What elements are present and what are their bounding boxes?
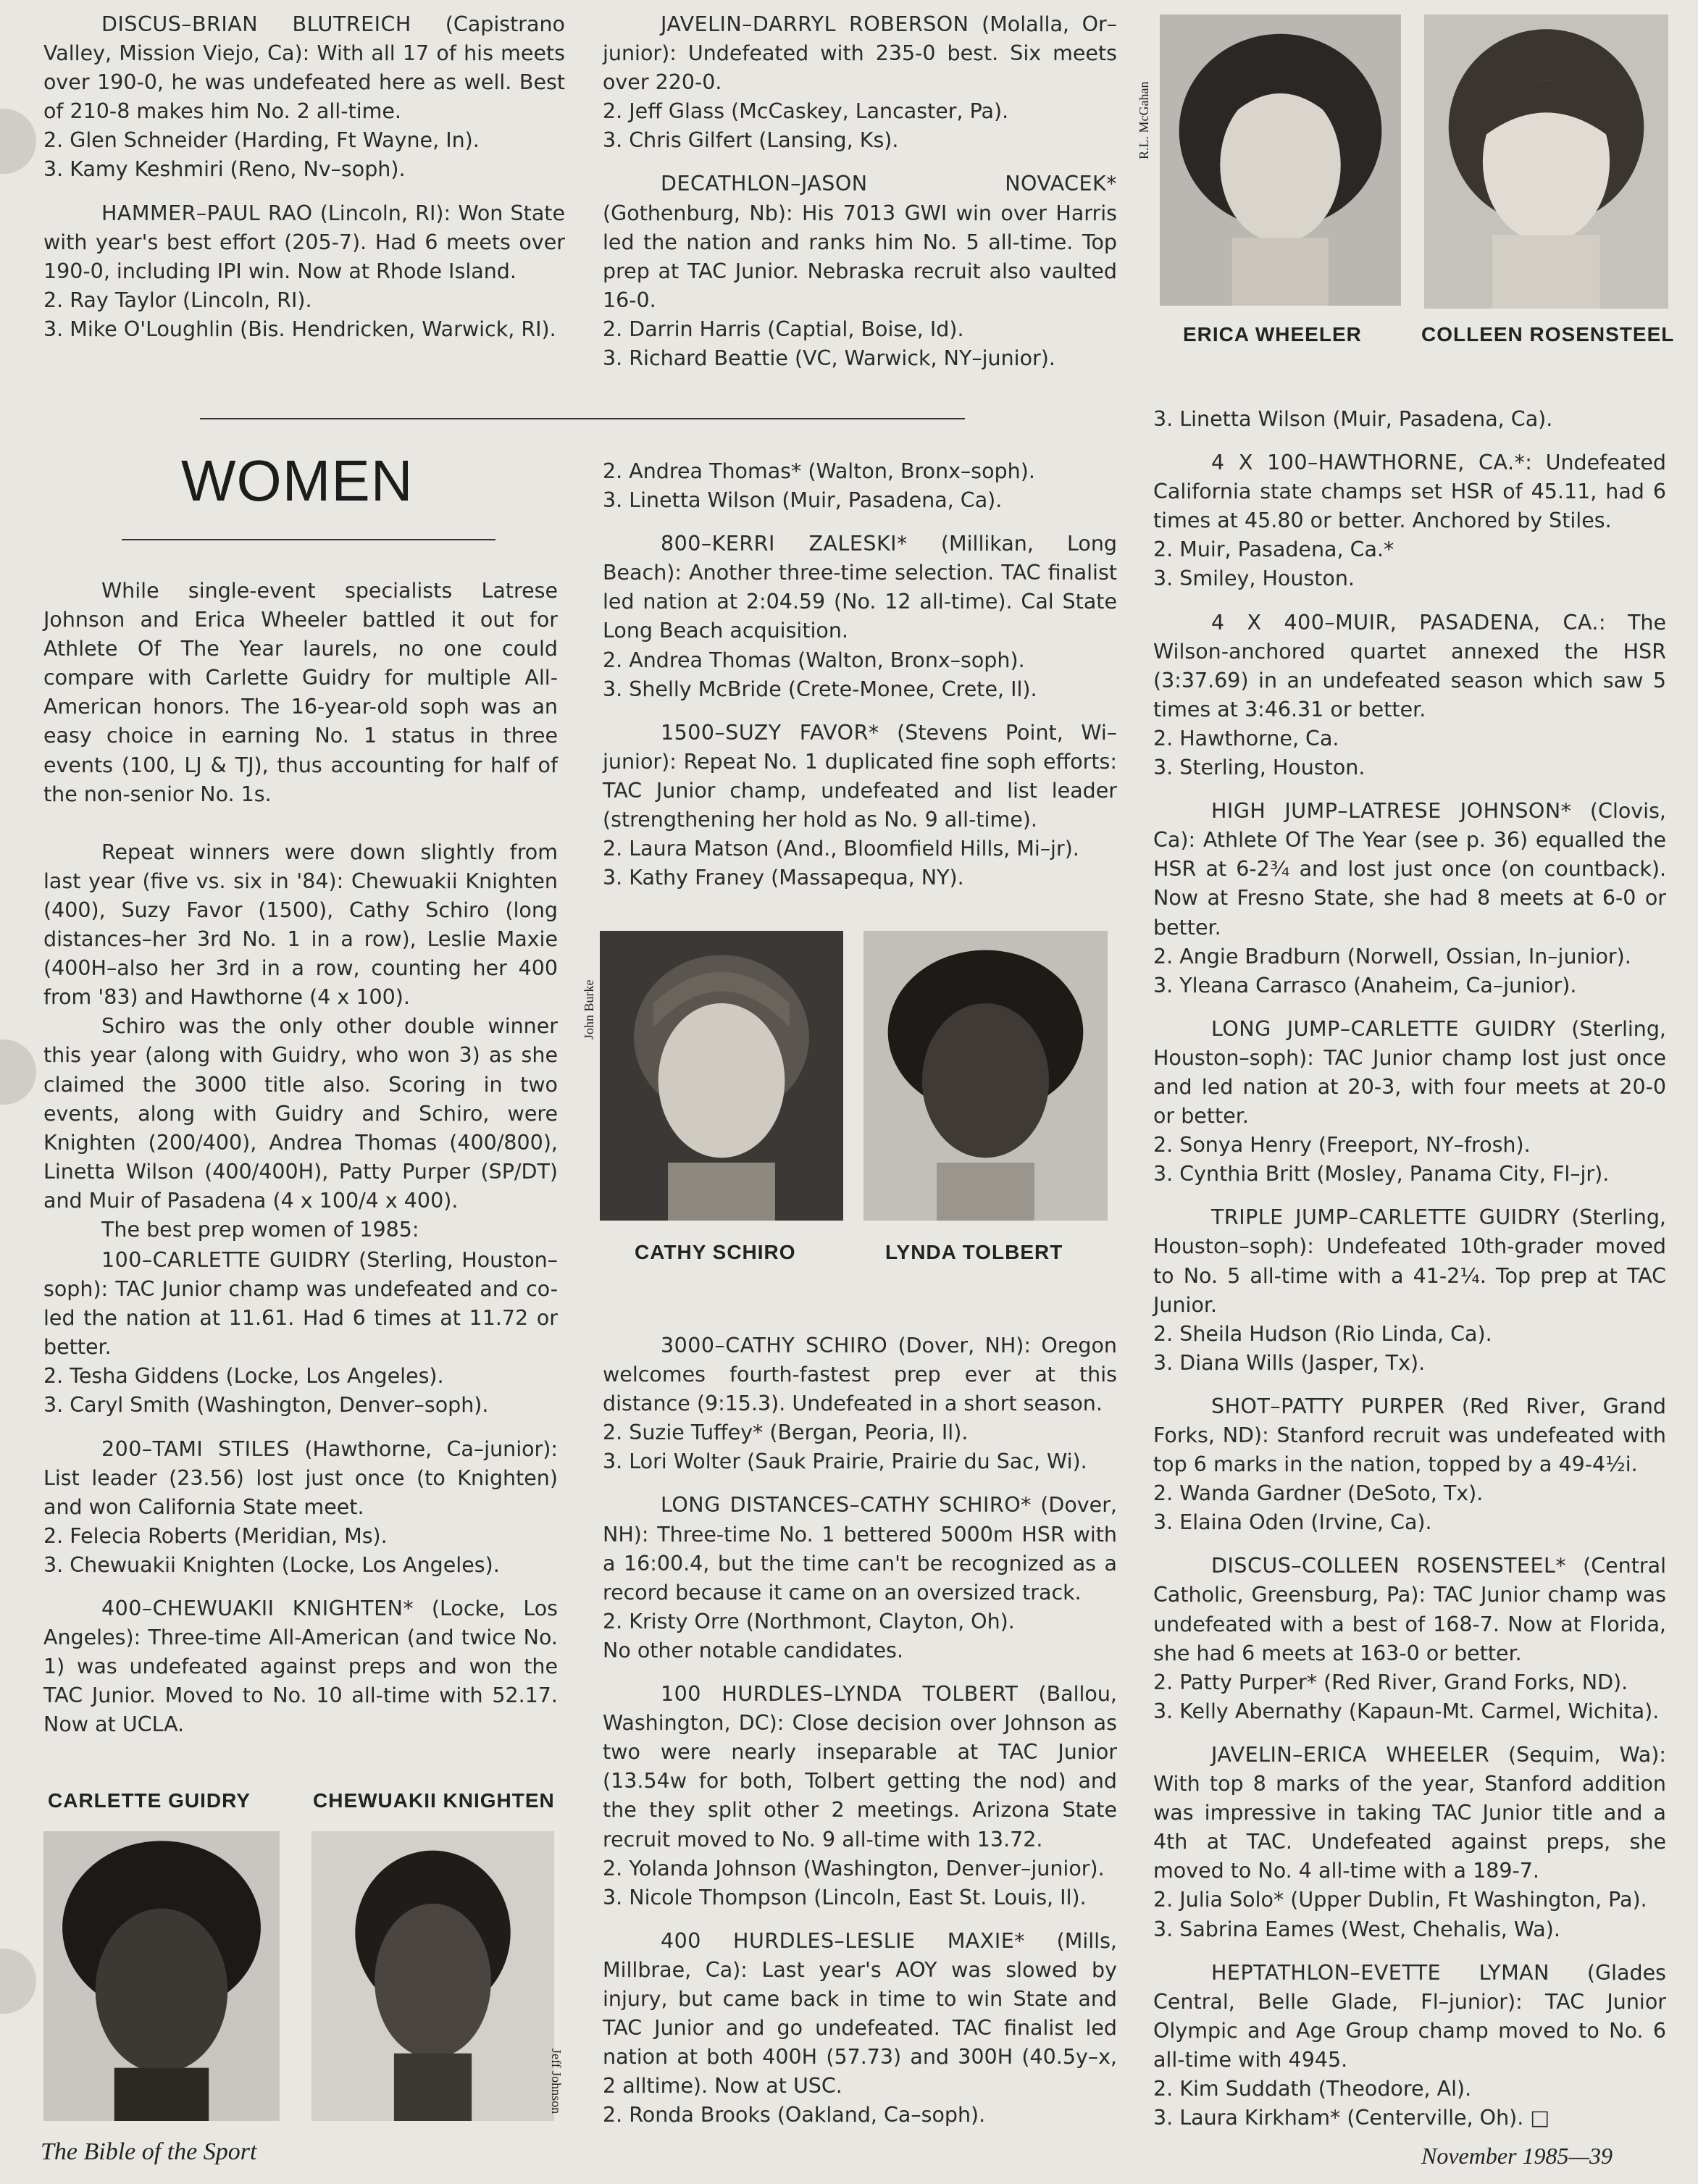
event-title: 100–CARLETTE GUIDRY bbox=[101, 1248, 351, 1272]
event-entry bbox=[1153, 1959, 1666, 2075]
result-line: 2. Jeff Glass (McCaskey, Lancaster, Pa). bbox=[603, 99, 1009, 124]
event-description: (Central Catholic, Greensburg, Pa): TAC Junior champ was undefeated with a best of 168-7. Now at Florida, she had 6 meets at 163-0 or better. bbox=[1153, 1554, 1666, 1665]
event-title: LONG JUMP–CARLETTE GUIDRY bbox=[1211, 1016, 1556, 1041]
event-entry bbox=[43, 1435, 558, 1522]
result-line: 2. Angie Bradburn (Norwell, Ossian, In–junior). bbox=[1153, 944, 1631, 968]
event-title: 800–KERRI ZALESKI* bbox=[661, 532, 908, 556]
event-description: (Sterling, Houston–soph): Undefeated 10th-grader moved to No. 5 all-time with a 41-2¼. Top prep at TAC Junior. bbox=[1153, 1205, 1666, 1317]
result-line: 2. Laura Matson (And., Bloomfield Hills, Mi–jr). bbox=[603, 837, 1079, 861]
result-line: 3. Kathy Franey (Massapequa, NY). bbox=[603, 866, 964, 890]
result-line: 3. Linetta Wilson (Muir, Pasadena, Ca). bbox=[603, 488, 1003, 513]
event-title: 400 HURDLES–LESLIE MAXIE* bbox=[661, 1928, 1025, 1953]
men-results-left bbox=[43, 10, 565, 344]
event-entry bbox=[603, 1927, 1117, 2101]
result-line: 3. Chewuakii Knighten (Locke, Los Angeles). bbox=[43, 1552, 500, 1577]
event-entry bbox=[43, 10, 565, 126]
result-line: 3. Cynthia Britt (Mosley, Panama City, Fl–jr). bbox=[1153, 1162, 1610, 1187]
event-title: 4 X 100–HAWTHORNE, CA.* bbox=[1211, 451, 1526, 475]
result-line: 2. Muir, Pasadena, Ca.* bbox=[1153, 537, 1394, 562]
event-title: HAMMER–PAUL RAO bbox=[101, 201, 313, 225]
event-description: (Locke, Los Angeles): Three-time All-American (and twice No. 1) was undefeated against preps and won the TAC Junior. Moved to No. 10 all-time with 52.17. Now at UCLA. bbox=[43, 1597, 559, 1737]
result-line: 2. Julia Solo* (Upper Dublin, Ft Washington, Pa). bbox=[1153, 1888, 1647, 1912]
event-title: SHOT–PATTY PURPER bbox=[1211, 1394, 1445, 1418]
result-line: 3. Smiley, Houston. bbox=[1153, 566, 1355, 591]
event-description: (Hawthorne, Ca–junior): List leader (23.56) lost just once (to Knighten) and won California State meet. bbox=[43, 1436, 558, 1519]
binder-hole-top bbox=[0, 109, 36, 174]
result-line: 3. Elaina Oden (Irvine, Ca). bbox=[1153, 1510, 1432, 1535]
photo-cathy-schiro bbox=[600, 931, 843, 1221]
event-entry bbox=[43, 199, 565, 286]
intro-paragraph: While single-event specialists Latrese Johnson and Erica Wheeler battled it out for Athlete Of The Year laurels, no one could compare with Carlette Guidry for multiple All-American honors. The 16-year-old soph was an easy choice in earning No. 1 status in three events (100, LJ & TJ), thus accounting for half of the non-senior No. 1s. bbox=[43, 579, 558, 806]
result-line: 3. Linetta Wilson (Muir, Pasadena, Ca). bbox=[1153, 407, 1553, 431]
caption-cathy-schiro: CATHY SCHIRO bbox=[635, 1241, 796, 1263]
intro-paragraph: Repeat winners were down slightly from last year (five vs. six in '84): Chewuakii Knighten (400), Suzy Favor (1500), Cathy Schiro (long distances–her 3rd No. 1 in a row), Leslie Maxie (400H–also her 3rd in a row, counting her 400 from '83) and Hawthorne (4 x 100). bbox=[43, 840, 558, 1010]
result-line: 2. Glen Schneider (Harding, Ft Wayne, In). bbox=[43, 128, 480, 153]
event-description: (Dover, NH): Three-time No. 1 bettered 5000m HSR with a 16:00.4, but the time can't be recognized as a record because it came on an oversized track. bbox=[603, 1493, 1117, 1604]
result-line: 2. Suzie Tuffey* (Bergan, Peoria, Il). bbox=[603, 1421, 969, 1445]
caption-lynda-tolbert: LYNDA TOLBERT bbox=[885, 1241, 1063, 1263]
result-line: 3. Richard Beattie (VC, Warwick, NY–junior). bbox=[603, 346, 1055, 371]
result-line: 3. Lori Wolter (Sauk Prairie, Prairie du Sac, Wi). bbox=[603, 1449, 1087, 1474]
intro-paragraph: Schiro was the only other double winner this year (along with Guidry, who won 3) as she claimed the 3000 title also. Scoring in two events, along with Guidry and Schiro, were Knighten (200/400), Andrea Thomas (400/800), Linetta Wilson (400/400H), Patty Purper (SP/DT) and Muir of Pasadena (4 x 100/4 x 400). bbox=[43, 1014, 558, 1213]
result-line: 2. Sheila Hudson (Rio Linda, Ca). bbox=[1153, 1321, 1492, 1346]
result-line: 3. Kamy Keshmiri (Reno, Nv–soph). bbox=[43, 157, 406, 182]
caption-chewuakii-knighten: CHEWUAKII KNIGHTEN bbox=[313, 1789, 555, 1812]
result-line: No other notable candidates. bbox=[603, 1638, 903, 1662]
event-title: 4 X 400–MUIR, PASADENA, CA. bbox=[1211, 610, 1599, 635]
event-title: 3000–CATHY SCHIRO bbox=[661, 1334, 888, 1357]
event-title: HIGH JUMP–LATRESE JOHNSON* bbox=[1211, 799, 1572, 824]
section-heading-women: WOMEN bbox=[181, 448, 414, 513]
event-title: TRIPLE JUMP–CARLETTE GUIDRY bbox=[1211, 1205, 1560, 1230]
event-entry bbox=[43, 1246, 558, 1362]
result-line: 3. Nicole Thompson (Lincoln, East St. Louis, Il). bbox=[603, 1885, 1087, 1909]
event-description: (Molalla, Or–junior): Undefeated with 235-0 best. Six meets over 220-0. bbox=[603, 12, 1117, 95]
result-line: 2. Darrin Harris (Captial, Boise, Id). bbox=[603, 317, 964, 341]
photo-colleen-rosensteel bbox=[1424, 14, 1668, 309]
event-description: (Sterling, Houston–soph): TAC Junior champ lost just once and led nation at 20-3, with four meets at 20-0 or better. bbox=[1153, 1016, 1666, 1129]
women-results-left bbox=[43, 1246, 558, 1740]
women-results-middle-top bbox=[603, 457, 1117, 892]
result-line: 3. Shelly McBride (Crete-Monee, Crete, Il). bbox=[603, 677, 1037, 701]
caption-erica-wheeler: ERICA WHEELER bbox=[1183, 323, 1362, 346]
result-line: 3. Mike O'Loughlin (Bis. Hendricken, Warwick, RI). bbox=[43, 317, 556, 341]
result-line: 3. Chris Gilfert (Lansing, Ks). bbox=[603, 128, 899, 153]
result-line: 3. Diana Wills (Jasper, Tx). bbox=[1153, 1350, 1426, 1375]
event-entry bbox=[1153, 1203, 1666, 1319]
result-line: 2. Ray Taylor (Lincoln, RI). bbox=[43, 288, 312, 312]
result-line: 3. Laura Kirkham* (Centerville, Oh). □ bbox=[1153, 2106, 1550, 2130]
event-description: (Glades Central, Belle Glade, Fl–junior): TAC Junior Olympic and Age Group champ moved to No. 6 all-time with 4945. bbox=[1153, 1960, 1666, 2072]
result-line: 2. Andrea Thomas (Walton, Bronx–soph). bbox=[603, 648, 1025, 672]
result-line: 3. Kelly Abernathy (Kapaun-Mt. Carmel, Wichita). bbox=[1153, 1699, 1660, 1723]
event-entry bbox=[603, 170, 1117, 314]
event-title: JAVELIN–ERICA WHEELER bbox=[1211, 1742, 1490, 1767]
result-line: 2. Wanda Gardner (DeSoto, Tx). bbox=[1153, 1481, 1484, 1506]
result-line: 2. Andrea Thomas* (Walton, Bronx–soph). bbox=[603, 459, 1035, 483]
event-title: HEPTATHLON–EVETTE LYMAN bbox=[1211, 1960, 1549, 1985]
event-description: (Ballou, Washington, DC): Close decision over Johnson as two were nearly inseparable at TAC Junior (13.54w for both, Tolbert getting the nod) and the they split other 2 meetings. Arizona State recruit moved to No. 9 all-time with 13.72. bbox=[603, 1682, 1117, 1852]
event-entry bbox=[603, 1331, 1117, 1418]
result-line: 3. Sterling, Houston. bbox=[1153, 756, 1365, 780]
result-line: 2. Felecia Roberts (Meridian, Ms). bbox=[43, 1523, 388, 1548]
event-description: (Clovis, Ca): Athlete Of The Year (see p. 36) equalled the HSR at 6-2¾ and lost just once (on countback). Now at Fresno State, she had 8 meets at 6-0 or better. bbox=[1153, 799, 1666, 940]
result-line: 3. Sabrina Eames (West, Chehalis, Wa). bbox=[1153, 1917, 1560, 1941]
event-entry bbox=[1153, 608, 1666, 724]
event-title: DISCUS–BRIAN BLUTREICH bbox=[101, 12, 411, 36]
event-title: DECATHLON–JASON NOVACEK* bbox=[661, 172, 1117, 196]
photo-credit-bottom: Jeff Johnson bbox=[549, 2049, 564, 2114]
event-title: 1500–SUZY FAVOR* bbox=[661, 720, 879, 745]
event-description: (Red River, Grand Forks, ND): Stanford recruit was undefeated with top 6 marks in the nation, topped by a 49-4½i. bbox=[1153, 1394, 1667, 1477]
result-line: 2. Ronda Brooks (Oakland, Ca–soph). bbox=[603, 2103, 986, 2127]
event-title: LONG DISTANCES–CATHY SCHIRO* bbox=[661, 1493, 1032, 1518]
event-entry bbox=[1153, 1552, 1666, 1668]
women-results-right bbox=[1153, 405, 1666, 2133]
result-line: 2. Patty Purper* (Red River, Grand Forks, ND). bbox=[1153, 1670, 1628, 1694]
result-line: 2. Kristy Orre (Northmont, Clayton, Oh). bbox=[603, 1609, 1015, 1633]
event-description: (Dover, NH): Oregon welcomes fourth-fastest prep ever at this distance (9:15.3). Undefeated in a short season. bbox=[603, 1334, 1117, 1416]
event-entry bbox=[1153, 448, 1666, 535]
result-line: 2. Yolanda Johnson (Washington, Denver–junior). bbox=[603, 1856, 1105, 1880]
intro-paragraph: The best prep women of 1985: bbox=[101, 1217, 419, 1242]
event-entry bbox=[1153, 1741, 1666, 1886]
photo-credit-top: R.L. McGahan bbox=[1137, 81, 1151, 159]
photo-erica-wheeler bbox=[1160, 14, 1401, 306]
caption-colleen-rosensteel: COLLEEN ROSENSTEEL bbox=[1421, 323, 1675, 346]
event-entry bbox=[603, 719, 1117, 834]
event-entry bbox=[1153, 797, 1666, 942]
event-description: : Undefeated California state champs set HSR of 45.11, had 6 times at 45.80 or better. Anchored by Stiles. bbox=[1153, 451, 1666, 533]
photo-chewuakii-knighten bbox=[311, 1831, 554, 2121]
result-line: 3. Caryl Smith (Washington, Denver–soph). bbox=[43, 1393, 489, 1418]
footer-page-number: November 1985—39 bbox=[1421, 2143, 1613, 2169]
photo-lynda-tolbert bbox=[863, 931, 1108, 1221]
binder-hole-bottom bbox=[0, 1949, 36, 2014]
event-entry bbox=[603, 1491, 1117, 1607]
event-title: 200–TAMI STILES bbox=[101, 1436, 290, 1461]
event-description: (Millikan, Long Beach): Another three-time selection. TAC finalist led nation at 2:04.59 (No. 12 all-time). Cal State Long Beach acquisition. bbox=[603, 532, 1117, 643]
section-divider bbox=[200, 418, 965, 419]
event-description: (Gothenburg, Nb): His 7013 GWI win over Harris led the nation and ranks him No. 5 all-time. Top prep at TAC Junior. Nebraska recruit also vaulted 16-0. bbox=[603, 201, 1117, 312]
result-line: 3. Yleana Carrasco (Anaheim, Ca–junior). bbox=[1153, 973, 1577, 997]
event-description: (Mills, Millbrae, Ca): Last year's AOY was slowed by injury, but came back in time to win State and TAC Junior and go undefeated. TAC finalist led nation at both 400H (57.73) and 300H (40.5y–x, 2 alltime). Now at USC. bbox=[603, 1928, 1117, 2099]
event-description: (Sterling, Houston–soph): TAC Junior champ was undefeated and co-led the nation at 11.61. Had 6 times at 11.72 or better. bbox=[43, 1248, 558, 1360]
women-intro bbox=[43, 577, 558, 1244]
event-description: (Stevens Point, Wi–junior): Repeat No. 1 duplicated fine soph efforts: TAC Junior champ, undefeated and list leader (strengthening her hold as No. 9 all-time). bbox=[603, 720, 1118, 832]
event-description: (Capistrano Valley, Mission Viejo, Ca): With all 17 of his meets over 190-0, he was undefeated here as well. Best of 210-8 makes him No. 2 all-time. bbox=[43, 12, 565, 124]
women-results-middle-bottom bbox=[603, 1331, 1117, 2130]
photo-carlette-guidry bbox=[43, 1831, 280, 2121]
binder-hole-middle bbox=[0, 1039, 36, 1105]
event-entry bbox=[603, 530, 1117, 645]
event-entry bbox=[603, 1680, 1117, 1854]
event-entry bbox=[1153, 1392, 1666, 1479]
event-entry bbox=[1153, 1015, 1666, 1131]
result-line: 2. Sonya Henry (Freeport, NY–frosh). bbox=[1153, 1133, 1531, 1158]
event-title: 400–CHEWUAKII KNIGHTEN* bbox=[101, 1597, 414, 1621]
caption-carlette-guidry: CARLETTE GUIDRY bbox=[48, 1789, 251, 1812]
men-results-middle bbox=[603, 10, 1117, 373]
event-entry bbox=[43, 1594, 558, 1739]
event-description: (Sequim, Wa): With top 8 marks of the year, Stanford addition was impressive in taking TAC Junior title and a 4th at TAC. Undefeated against preps, she moved to No. 4 all-time with a 189-7. bbox=[1153, 1742, 1666, 1883]
event-entry bbox=[603, 10, 1117, 97]
photo-credit-middle: John Burke bbox=[582, 979, 596, 1039]
result-line: 2. Hawthorne, Ca. bbox=[1153, 726, 1339, 750]
heading-underline bbox=[122, 539, 495, 540]
event-title: 100 HURDLES–LYNDA TOLBERT bbox=[661, 1682, 1019, 1707]
result-line: 2. Kim Suddath (Theodore, Al). bbox=[1153, 2076, 1472, 2101]
footer-tagline: The Bible of the Sport bbox=[41, 2138, 257, 2165]
event-title: DISCUS–COLLEEN ROSENSTEEL* bbox=[1211, 1554, 1567, 1578]
event-description: : The Wilson-anchored quartet annexed the HSR (3:37.69) in an undefeated season which saw 5 times at 3:46.31 or better. bbox=[1153, 610, 1666, 721]
event-description: (Lincoln, RI): Won State with year's best effort (205-7). Had 6 meets over 190-0, including IPI win. Now at Rhode Island. bbox=[43, 201, 565, 283]
result-line: 2. Tesha Giddens (Locke, Los Angeles). bbox=[43, 1364, 444, 1389]
event-title: JAVELIN–DARRYL ROBERSON bbox=[661, 12, 969, 36]
